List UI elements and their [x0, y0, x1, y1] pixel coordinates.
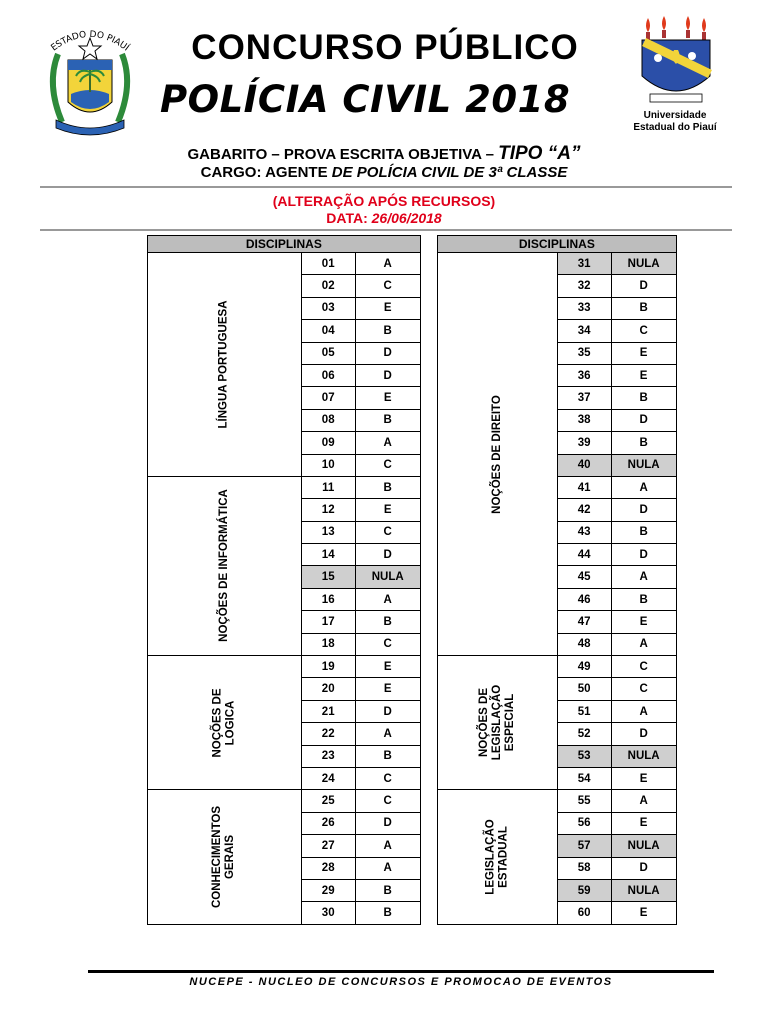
question-number: 33 — [557, 297, 611, 319]
table-row — [438, 656, 677, 678]
question-number: 47 — [557, 611, 611, 633]
answer-key: NULA — [611, 253, 676, 275]
answer-key: B — [355, 320, 420, 342]
question-number: 06 — [301, 364, 355, 386]
answer-key: B — [611, 521, 676, 543]
answer-key: A — [611, 476, 676, 498]
answer-key: B — [355, 611, 420, 633]
discipline-name-line: ESPECIAL — [503, 693, 516, 752]
question-number: 24 — [301, 767, 355, 789]
seal-text: ESTADO DO PIAUÍ — [49, 29, 131, 54]
answer-key: B — [611, 432, 676, 454]
answer-key: B — [355, 409, 420, 431]
answer-key: D — [611, 544, 676, 566]
divider-middle — [40, 229, 732, 231]
answer-key: NULA — [611, 835, 676, 857]
question-number: 56 — [557, 812, 611, 834]
answer-key: C — [611, 320, 676, 342]
question-number: 50 — [557, 678, 611, 700]
discipline-name-line: CONHECIMENTOS — [211, 806, 224, 909]
question-number: 27 — [301, 835, 355, 857]
answer-key: NULA — [611, 879, 676, 901]
table-row — [148, 476, 421, 498]
question-number: 26 — [301, 812, 355, 834]
discipline-name — [478, 685, 517, 760]
contest-title: CONCURSO PÚBLICO — [191, 28, 579, 67]
table-row — [148, 656, 421, 678]
answer-table-left — [147, 235, 421, 925]
answer-key: D — [355, 364, 420, 386]
answer-key: C — [355, 454, 420, 476]
discipline-name-line: ESTADUAL — [497, 826, 510, 888]
discipline-name-line: NOÇÕES DE INFORMÁTICA — [217, 489, 230, 643]
answer-key: E — [355, 499, 420, 521]
gabarito-prefix: GABARITO – PROVA ESCRITA OBJETIVA – — [187, 146, 499, 163]
university-name-line1: Universidade — [643, 110, 707, 121]
question-number: 10 — [301, 454, 355, 476]
answer-key: A — [355, 432, 420, 454]
question-number: 46 — [557, 588, 611, 610]
question-number: 21 — [301, 700, 355, 722]
answer-key: B — [355, 902, 420, 924]
contest-subtitle: POLÍCIA CIVIL 2018 — [160, 78, 571, 121]
question-number: 49 — [557, 656, 611, 678]
answer-key: D — [355, 544, 420, 566]
answer-key: B — [355, 476, 420, 498]
answer-key: E — [355, 656, 420, 678]
question-number: 29 — [301, 879, 355, 901]
discipline-name-line: GERAIS — [224, 835, 237, 880]
cargo-name: DE POLÍCIA CIVIL DE 3ª CLASSE — [331, 164, 568, 181]
question-number: 37 — [557, 387, 611, 409]
discipline-name-line: LOGICA — [224, 700, 237, 746]
answer-key: E — [611, 611, 676, 633]
gabarito-tipo: TIPO “A” — [498, 143, 581, 164]
answer-key: E — [355, 297, 420, 319]
question-number: 48 — [557, 633, 611, 655]
question-number: 51 — [557, 700, 611, 722]
disciplinas-header: DISCIPLINAS — [148, 236, 421, 253]
question-number: 32 — [557, 275, 611, 297]
question-number: 58 — [557, 857, 611, 879]
answer-key: D — [611, 857, 676, 879]
question-number: 20 — [301, 678, 355, 700]
question-number: 54 — [557, 767, 611, 789]
discipline-name — [491, 395, 504, 514]
university-name-line2: Estadual do Piauí — [633, 122, 717, 133]
question-number: 15 — [301, 566, 355, 588]
question-number: 42 — [557, 499, 611, 521]
answer-key: A — [611, 633, 676, 655]
answer-key: A — [355, 253, 420, 275]
question-number: 28 — [301, 857, 355, 879]
question-number: 40 — [557, 454, 611, 476]
disciplinas-header: DISCIPLINAS — [438, 236, 677, 253]
question-number: 05 — [301, 342, 355, 364]
discipline-name — [484, 819, 510, 894]
gabarito-line — [120, 143, 648, 165]
question-number: 38 — [557, 409, 611, 431]
question-number: 43 — [557, 521, 611, 543]
table-row — [148, 253, 421, 275]
answer-key: A — [611, 700, 676, 722]
answer-key: D — [355, 812, 420, 834]
discipline-name-line: LEGISLAÇÃO — [484, 819, 497, 895]
answer-key: A — [611, 566, 676, 588]
alteracao-note: (ALTERAÇÃO APÓS RECURSOS) — [272, 193, 496, 209]
answer-key: B — [611, 297, 676, 319]
answer-key: B — [355, 879, 420, 901]
discipline-label — [148, 253, 302, 477]
answer-key: E — [611, 767, 676, 789]
question-number: 12 — [301, 499, 355, 521]
discipline-name-line: LÍNGUA PORTUGUESA — [217, 300, 230, 429]
answer-key: C — [611, 678, 676, 700]
answer-key: D — [355, 700, 420, 722]
question-number: 39 — [557, 432, 611, 454]
discipline-label — [148, 476, 302, 655]
question-number: 08 — [301, 409, 355, 431]
answer-key: A — [355, 723, 420, 745]
answer-key: B — [611, 588, 676, 610]
table-row — [438, 253, 677, 275]
question-number: 45 — [557, 566, 611, 588]
answer-table-right — [437, 235, 677, 925]
answer-key: C — [355, 275, 420, 297]
question-number: 59 — [557, 879, 611, 901]
answer-key: E — [355, 387, 420, 409]
question-number: 41 — [557, 476, 611, 498]
discipline-label — [438, 253, 558, 656]
cargo-prefix: CARGO: AGENTE — [200, 164, 332, 181]
discipline-name — [211, 688, 237, 757]
answer-key: E — [611, 902, 676, 924]
answer-key: A — [611, 790, 676, 812]
answer-key: NULA — [355, 566, 420, 588]
question-number: 34 — [557, 320, 611, 342]
question-number: 01 — [301, 253, 355, 275]
answer-key: E — [355, 678, 420, 700]
question-number: 22 — [301, 723, 355, 745]
question-number: 25 — [301, 790, 355, 812]
question-number: 30 — [301, 902, 355, 924]
divider-top — [40, 186, 732, 188]
question-number: 60 — [557, 902, 611, 924]
cargo-line — [120, 164, 648, 181]
answer-key: C — [355, 767, 420, 789]
answer-key: C — [611, 656, 676, 678]
question-number: 09 — [301, 432, 355, 454]
question-number: 35 — [557, 342, 611, 364]
question-number: 52 — [557, 723, 611, 745]
estado-piaui-seal — [38, 24, 142, 138]
question-number: 19 — [301, 656, 355, 678]
date-value: 26/06/2018 — [371, 210, 442, 226]
answer-key: D — [611, 409, 676, 431]
answer-key: B — [355, 745, 420, 767]
discipline-name-line: NOÇÕES DE — [211, 688, 224, 758]
question-number: 16 — [301, 588, 355, 610]
question-number: 02 — [301, 275, 355, 297]
date-label: DATA: — [326, 210, 372, 226]
question-number: 18 — [301, 633, 355, 655]
question-number: 53 — [557, 745, 611, 767]
question-number: 36 — [557, 364, 611, 386]
answer-key: D — [611, 275, 676, 297]
answer-key: D — [611, 723, 676, 745]
question-number: 44 — [557, 544, 611, 566]
question-number: 23 — [301, 745, 355, 767]
question-number: 17 — [301, 611, 355, 633]
answer-key: C — [355, 521, 420, 543]
discipline-name — [211, 806, 237, 908]
answer-key: E — [611, 364, 676, 386]
answer-key: C — [355, 790, 420, 812]
question-number: 07 — [301, 387, 355, 409]
answer-key: A — [355, 588, 420, 610]
question-number: 03 — [301, 297, 355, 319]
answer-key: NULA — [611, 454, 676, 476]
answer-key: A — [355, 835, 420, 857]
discipline-name-line: NOÇÕES DE — [477, 688, 490, 758]
discipline-name-line: LEGISLAÇÃO — [490, 685, 503, 761]
answer-key: D — [611, 499, 676, 521]
question-number: 04 — [301, 320, 355, 342]
discipline-name — [218, 300, 231, 428]
answer-key: NULA — [611, 745, 676, 767]
footer-divider — [88, 970, 714, 973]
question-number: 14 — [301, 544, 355, 566]
discipline-label — [438, 790, 558, 924]
discipline-label — [148, 656, 302, 790]
answer-key: B — [611, 387, 676, 409]
question-number: 13 — [301, 521, 355, 543]
university-name — [620, 110, 730, 134]
table-row — [148, 790, 421, 812]
table-row — [438, 790, 677, 812]
question-number: 31 — [557, 253, 611, 275]
date-line — [120, 210, 648, 226]
question-number: 11 — [301, 476, 355, 498]
discipline-label — [438, 656, 558, 790]
answer-key: D — [355, 342, 420, 364]
discipline-label — [148, 790, 302, 924]
discipline-name-line: NOÇÕES DE DIREITO — [490, 394, 503, 514]
answer-key: C — [355, 633, 420, 655]
discipline-name — [218, 490, 231, 643]
footer-text: NUCEPE - NUCLEO DE CONCURSOS E PROMOCAO DE EVENTOS — [189, 976, 613, 988]
question-number: 55 — [557, 790, 611, 812]
answer-key: E — [611, 812, 676, 834]
answer-key: A — [355, 857, 420, 879]
question-number: 57 — [557, 835, 611, 857]
answer-key: E — [611, 342, 676, 364]
